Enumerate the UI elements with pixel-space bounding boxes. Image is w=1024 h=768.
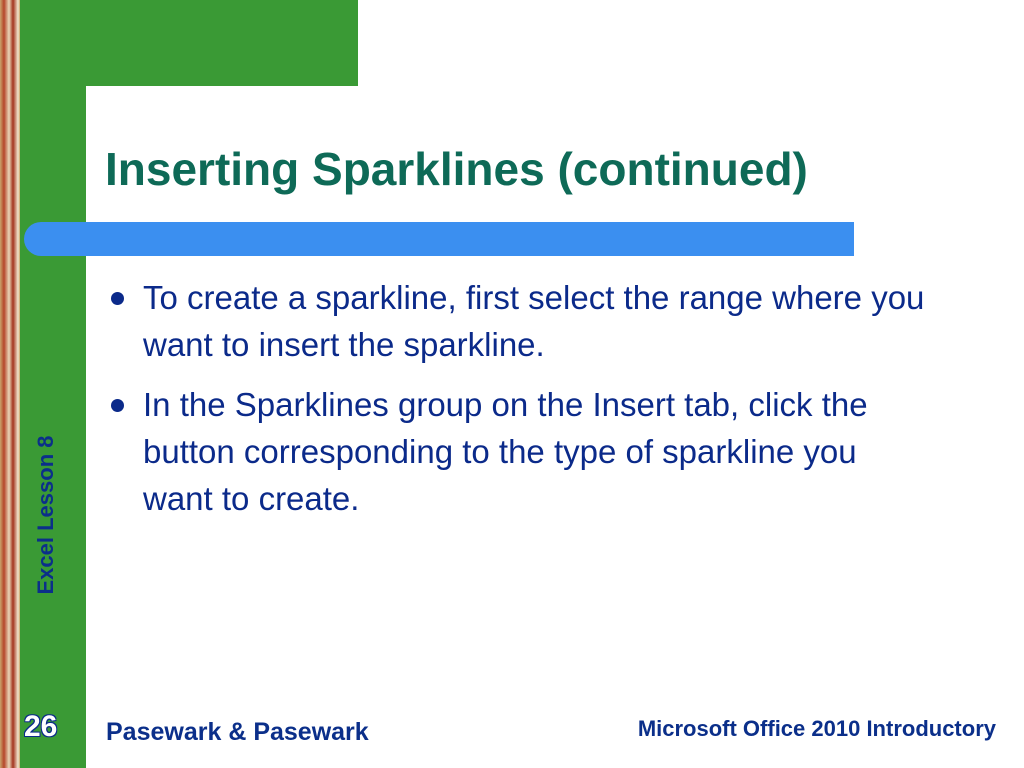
left-green-band: [20, 0, 86, 768]
title-underline-bar: [24, 222, 854, 256]
side-lesson-label: [26, 410, 66, 620]
footer-author: Pasewark & Pasewark: [106, 718, 369, 746]
bullet-text: In the Sparklines group on the Insert tab, click the button corresponding to the type of sparkline you want to create.: [143, 386, 868, 517]
bullet-item: [105, 381, 935, 522]
slide-number: 26: [24, 710, 58, 743]
bullet-list: [105, 274, 935, 535]
decorative-image-strip: [0, 0, 20, 768]
top-green-block: [86, 0, 358, 86]
footer-book-title: Microsoft Office 2010 Introductory: [637, 716, 996, 741]
bullet-dot-icon: [111, 292, 124, 305]
side-lesson-text: Excel Lesson 8: [33, 435, 58, 595]
bullet-item: [105, 274, 935, 368]
bullet-dot-icon: [111, 399, 124, 412]
bullet-text: To create a sparkline, first select the range where you want to insert the sparkline.: [143, 279, 925, 363]
slide-title: Inserting Sparklines (continued): [105, 143, 808, 195]
